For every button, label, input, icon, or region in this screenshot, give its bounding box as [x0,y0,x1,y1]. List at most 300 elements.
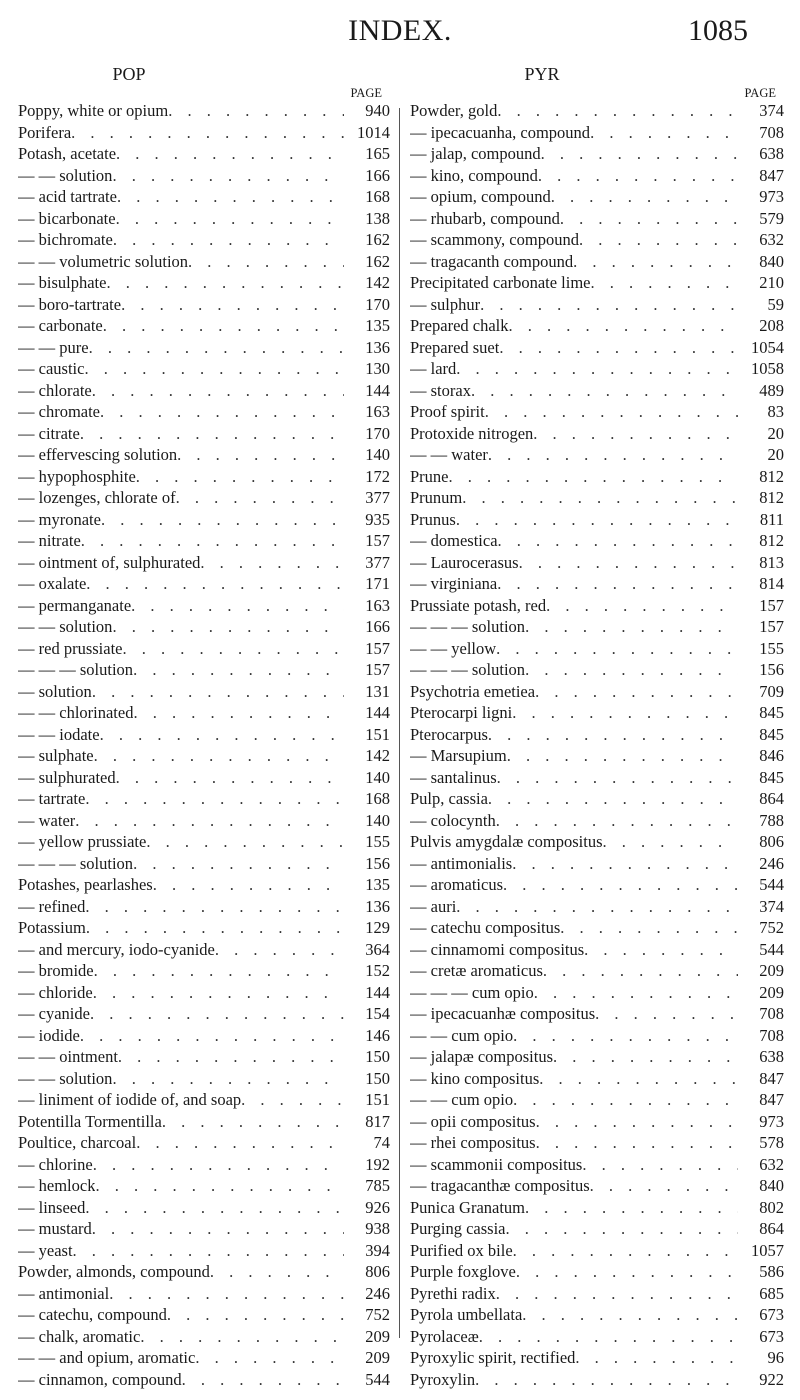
dot-leader [116,767,344,789]
entry-page-number: 708 [759,1025,784,1045]
entry-page-number: 374 [759,101,784,120]
entry-text: — cinnamon, compound [18,1369,182,1389]
index-entry [18,788,390,810]
entry-page-number: 155 [365,832,390,851]
entry-text: — sulphur [410,294,481,314]
index-entry [410,552,784,574]
index-entry [18,1261,390,1283]
dot-leader [168,100,344,122]
dot-leader [122,638,344,660]
entry-text: Protoxide nitrogen [410,423,534,443]
page-column-label: PAGE [350,86,382,100]
dot-leader [118,1046,344,1068]
index-entry [410,208,784,230]
dot-leader [140,1326,344,1348]
entry-page-number: 168 [365,789,390,808]
entry-text: Pulp, cassia [410,789,488,808]
entry-page-number: 544 [365,1369,390,1389]
index-entry [18,638,390,660]
entry-page-number: 144 [365,703,390,722]
entry-page-number: 166 [365,617,390,636]
dot-leader [131,595,344,617]
dot-leader [595,1003,738,1025]
entry-text: — — — solution [410,617,526,636]
index-column-left [18,64,390,1390]
entry-text: Prepared suet [410,337,500,357]
entry-list [410,100,784,1390]
entry-page-number: 165 [365,144,390,163]
dot-leader [112,1068,344,1090]
entry-text: Potash, acetate [18,144,117,163]
entry-page-number: 163 [365,595,390,615]
entry-text: Poultice, charcoal [18,1133,137,1152]
entry-page-number: 140 [365,767,390,787]
entry-page-number: 364 [365,939,390,959]
entry-text: — Laurocerasus [410,552,519,572]
index-entry [410,853,784,875]
index-entry [18,1369,390,1391]
dot-leader [525,616,738,638]
entry-page-number: 374 [759,896,784,916]
dot-leader [513,1089,738,1111]
index-entry [410,1304,784,1326]
entry-text: — nitrate [18,531,81,550]
entry-page-number: 96 [767,1348,784,1367]
dot-leader [200,552,344,574]
dot-leader [195,1347,344,1369]
entry-page-number: 136 [365,337,390,357]
dot-leader [536,1132,738,1154]
index-entry [410,1046,784,1068]
index-entry [18,552,390,574]
entry-page-number: 156 [759,660,784,679]
dot-leader [92,380,344,402]
entry-text: — myronate [18,509,101,529]
index-entry [410,1197,784,1219]
dot-leader [162,1111,344,1133]
dot-leader [92,681,344,703]
entry-text: — cyanide [18,1004,90,1023]
entry-text: — ointment of, sulphurated [18,552,201,572]
entry-page-number: 144 [365,380,390,400]
dot-leader [112,165,344,187]
entry-text: Potashes, pearlashes [18,875,153,894]
index-entry [410,1154,784,1176]
index-entry [18,573,390,595]
entry-text: — aromaticus [410,875,504,894]
entry-text: — yeast [18,1240,73,1260]
entry-page-number: 166 [365,165,390,185]
entry-page-number: 788 [759,810,784,830]
index-entry [410,466,784,488]
entry-text: — scammony, compound [410,230,579,249]
entry-page-number: 847 [759,1090,784,1109]
dot-leader [462,487,738,509]
index-entry [18,1175,390,1197]
entry-text: — — cum opio [410,1090,514,1109]
dot-leader [590,1175,738,1197]
entry-page-number: 171 [365,574,390,593]
entry-text: Pterocarpi ligni [410,703,513,722]
entry-text: — refined [18,896,86,916]
index-entry [410,939,784,961]
index-entry [18,1025,390,1047]
dot-leader [93,982,344,1004]
entry-text: — — cum opio [410,1025,514,1045]
index-entry [410,1347,784,1369]
entry-text: — — solution [18,1068,113,1088]
entry-page-number: 785 [365,1176,390,1195]
index-entry [18,251,390,273]
entry-page-number: 154 [365,1004,390,1023]
index-entry [18,853,390,875]
entry-page-number: 752 [759,918,784,937]
index-entry [18,960,390,982]
entry-page-number: 847 [759,1068,784,1088]
index-entry [18,401,390,423]
dot-leader [539,1068,738,1090]
index-entry [410,702,784,724]
dot-leader [94,960,344,982]
index-entry [18,745,390,767]
index-entry [410,767,784,789]
entry-text: — kino, compound [410,165,538,185]
index-entry [18,616,390,638]
entry-page-number: 394 [365,1240,390,1260]
entry-page-number: 172 [365,466,390,486]
entry-page-number: 20 [767,423,784,443]
index-entry [410,229,784,251]
entry-page-number: 709 [759,681,784,701]
entry-text: — santalinus [410,767,497,787]
index-entry [18,1283,390,1305]
entry-page-number: 926 [365,1197,390,1217]
dot-leader [84,358,344,380]
index-entry [18,1240,390,1262]
entry-text: Punica Granatum [410,1197,526,1217]
index-entry [18,1132,390,1154]
dot-leader [100,401,344,423]
entry-page-number: 638 [759,144,784,163]
dot-leader [496,810,738,832]
index-entry [410,444,784,466]
entry-text: — chalk, aromatic [18,1326,141,1346]
entry-text: — hypophosphite [18,466,136,486]
entry-text: — sulphurated [18,767,116,787]
entry-page-number: 673 [759,1305,784,1324]
index-entry [410,1111,784,1133]
entry-text: — yellow prussiate [18,832,147,851]
entry-page-number: 135 [365,316,390,335]
index-entry [410,423,784,445]
entry-text: — and mercury, iodo-cyanide [18,939,215,959]
index-entry [410,638,784,660]
dot-leader [584,939,738,961]
entry-page-number: 817 [365,1111,390,1131]
entry-text: — colocynth [410,810,496,830]
index-entry [410,1003,784,1025]
entry-page-number: 685 [759,1283,784,1303]
entry-page-number: 935 [365,509,390,529]
entry-text: — — — solution [410,660,526,679]
entry-text: — chlorine [18,1154,93,1174]
entry-page-number: 847 [759,165,784,185]
dot-leader [535,681,738,703]
index-entry [18,487,390,509]
index-entry [410,1068,784,1090]
index-entry [18,982,390,1004]
entry-text: Pyroxylin [410,1369,476,1389]
entry-text: — — volumetric solution [18,251,189,271]
index-entry [410,509,784,531]
index-entry [410,982,784,1004]
entry-text: — kino compositus [410,1068,540,1088]
entry-page-number: 155 [759,638,784,658]
page-column-label: PAGE [744,86,776,100]
index-entry [410,143,784,165]
index-entry [18,1326,390,1348]
dot-leader [497,767,738,789]
entry-page-number: 129 [365,918,390,937]
dot-leader [497,573,738,595]
dot-leader [90,1003,344,1025]
index-entry [18,1218,390,1240]
dot-leader [109,1283,344,1305]
dot-leader [133,853,344,875]
dot-leader [89,337,344,359]
index-entry [410,896,784,918]
entry-text: — mustard [18,1219,92,1238]
index-entry [410,1369,784,1391]
dot-leader [499,337,738,359]
entry-text: Precipitated carbonate lime [410,273,591,292]
dot-leader [512,702,738,724]
entry-text: — catechu compositus [410,918,561,937]
entry-text: Porifera [18,122,72,142]
index-entry [18,122,390,144]
dot-leader [488,788,738,810]
index-entry [18,143,390,165]
index-entry [18,1111,390,1133]
index-entry [410,1240,784,1262]
entry-text: Pterocarpus [410,724,488,744]
entry-page-number: 74 [373,1133,390,1152]
entry-text: — bisulphate [18,273,107,292]
entry-page-number: 973 [759,1111,784,1131]
index-entry [410,1326,784,1348]
entry-page-number: 811 [759,509,784,529]
entry-text: — cretæ aromaticus [410,961,543,980]
entry-page-number: 544 [759,875,784,894]
entry-page-number: 864 [759,789,784,808]
index-entry [410,788,784,810]
entry-page-number: 157 [365,531,390,550]
entry-text: — sulphate [18,746,94,765]
entry-text: Pyroxylic spirit, rectified [410,1348,576,1367]
entry-page-number: 840 [759,1176,784,1195]
dot-leader [153,874,344,896]
dot-leader [525,659,738,681]
entry-text: — — yellow [410,638,497,658]
dot-leader [538,165,738,187]
index-entry [410,1025,784,1047]
dot-leader [85,788,344,810]
entry-text: — — — solution [18,853,134,873]
entry-page-number: 586 [759,1262,784,1281]
dot-leader [485,401,738,423]
dot-leader [75,810,344,832]
index-entry [18,315,390,337]
index-entry [18,724,390,746]
index-entry [18,380,390,402]
entry-text: — tartrate [18,789,86,808]
dot-leader [101,509,344,531]
dot-leader [136,1132,344,1154]
page-number: 1085 [688,14,748,47]
entry-page-number: 142 [365,746,390,765]
entry-text: Prepared chalk [410,316,509,335]
index-entry [18,939,390,961]
entry-text: Prunum [410,488,463,507]
entry-page-number: 157 [759,617,784,636]
entry-text: — catechu, compound [18,1305,167,1324]
entry-text: — red prussiate [18,638,123,658]
dot-leader [553,1046,738,1068]
entry-text: Powder, almonds, compound [18,1262,210,1281]
dot-leader [112,616,344,638]
entry-text: — caustic [18,359,85,378]
entry-text: — jalapæ compositus [410,1047,553,1066]
entry-text: Purified ox bile [410,1240,513,1260]
dot-leader [106,272,344,294]
index-entry [410,122,784,144]
dot-leader [533,423,738,445]
entry-page-number: 156 [365,853,390,873]
dot-leader [560,917,738,939]
dot-leader [81,530,344,552]
entry-page-number: 1014 [357,122,390,142]
entry-page-number: 162 [365,251,390,271]
dot-leader [133,659,344,681]
entry-page-number: 638 [759,1047,784,1066]
index-entry [410,380,784,402]
entry-text: — opii compositus [410,1111,536,1131]
dot-leader [116,143,344,165]
entry-page-number: 578 [759,1133,784,1152]
entry-text: — — and opium, aromatic [18,1348,196,1367]
entry-page-number: 135 [365,875,390,894]
entry-page-number: 812 [759,466,784,486]
entry-text: — chloride [18,982,93,1002]
dot-leader [215,939,344,961]
entry-text: — — iodate [18,724,100,744]
entry-page-number: 1057 [751,1240,784,1260]
entry-text: — oxalate [18,574,87,593]
index-entry [18,186,390,208]
dot-leader [480,294,738,316]
entry-page-number: 157 [365,638,390,658]
entry-text: — chromate [18,402,101,421]
index-entry [18,810,390,832]
index-entry [18,294,390,316]
dot-leader [103,315,344,337]
entry-text: — — solution [18,617,113,636]
entry-text: — carbonate [18,316,103,335]
entry-page-number: 377 [365,488,390,507]
index-entry [18,1197,390,1219]
entry-page-number: 752 [365,1305,390,1324]
entry-text: — — water [410,445,488,464]
entry-page-number: 146 [365,1025,390,1045]
entry-page-number: 840 [759,251,784,271]
index-entry [18,896,390,918]
entry-text: Proof spirit [410,402,485,421]
entry-page-number: 209 [365,1348,390,1367]
index-entry [18,165,390,187]
entry-page-number: 170 [365,423,390,443]
entry-text: — lozenges, chlorate of [18,488,176,507]
dot-leader [95,1175,344,1197]
entry-text: — tragacanthæ compositus [410,1176,590,1195]
column-catchword: PYR [524,64,560,84]
dot-leader [73,1240,344,1262]
entry-text: — rhei compositus [410,1133,536,1152]
dot-leader [136,466,344,488]
entry-page-number: 208 [759,316,784,335]
index-entry [410,724,784,746]
index-entry [18,1154,390,1176]
dot-leader [471,380,738,402]
index-entry [410,337,784,359]
index-entry [410,1283,784,1305]
entry-page-number: 150 [365,1047,390,1066]
entry-text: Pyrola umbellata [410,1305,523,1324]
entry-page-number: 142 [365,273,390,292]
entry-text: Purple foxglove [410,1262,516,1281]
dot-leader [525,1197,738,1219]
index-entry [18,1068,390,1090]
entry-page-number: 938 [365,1219,390,1238]
entry-page-number: 973 [759,187,784,206]
entry-page-number: 845 [759,767,784,787]
dot-leader [86,573,344,595]
index-entry [18,208,390,230]
page-title: INDEX. [348,14,452,47]
index-entry [410,745,784,767]
entry-page-number: 812 [759,531,784,550]
dot-leader [71,122,344,144]
entry-text: — bicarbonate [18,208,116,228]
entry-text: Potassium [18,918,86,937]
dot-leader [488,724,738,746]
entry-text: — — chlorinated [18,703,134,722]
index-entry [18,767,390,789]
entry-text: — storax [410,380,471,400]
dot-leader [546,595,738,617]
index-entry [410,595,784,617]
entry-text: — jalap, compound [410,144,541,163]
dot-leader [116,208,344,230]
index-entry [18,1347,390,1369]
entry-text: Pulvis amygdalæ compositus [410,832,603,851]
entry-page-number: 138 [365,208,390,228]
dot-leader [512,853,738,875]
dot-leader [456,509,738,531]
entry-page-number: 144 [365,982,390,1002]
entry-text: Prunus [410,509,456,529]
entry-page-number: 136 [365,896,390,916]
entry-text: — ipecacuanha, compound [410,122,591,142]
